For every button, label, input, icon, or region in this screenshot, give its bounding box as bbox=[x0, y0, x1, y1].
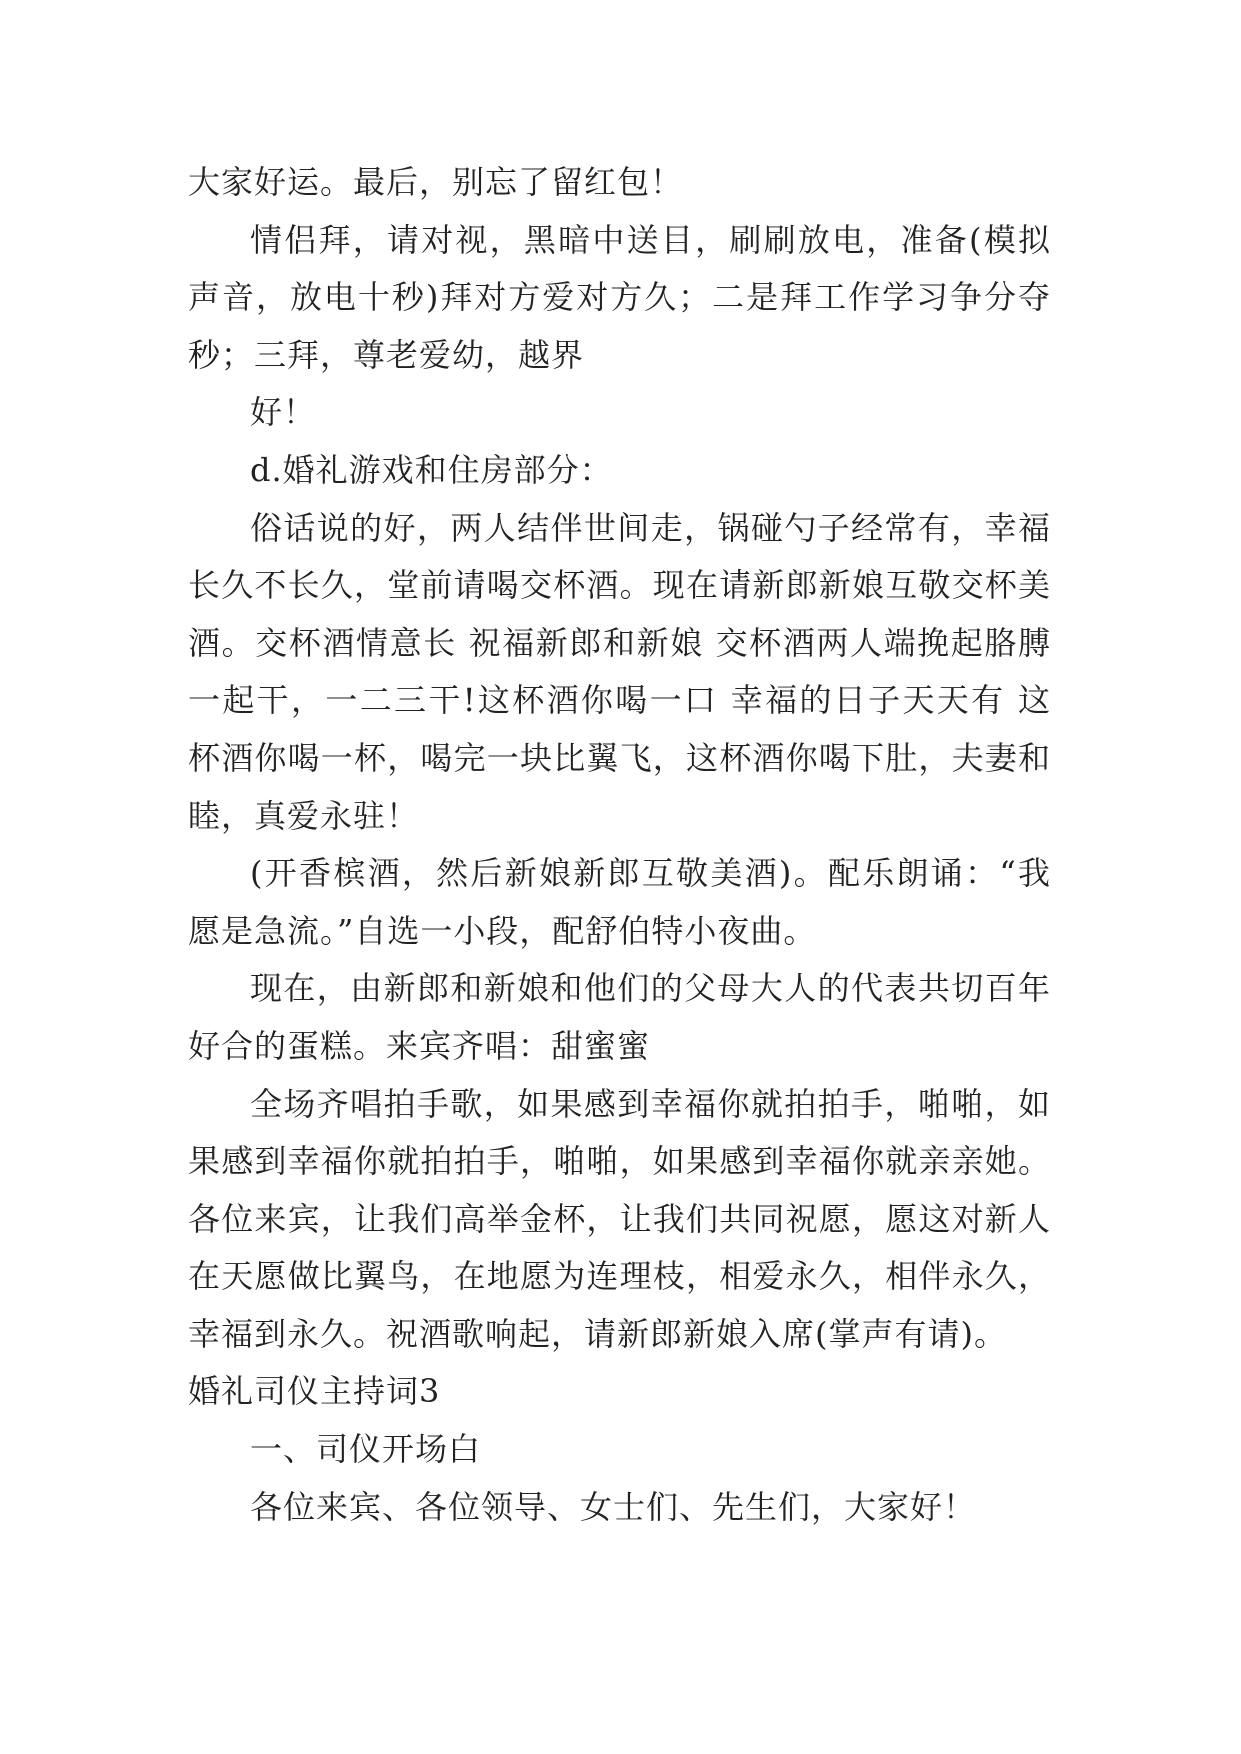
paragraph-line: 大家好运。最后，别忘了留红包！ bbox=[188, 163, 684, 201]
paragraph-line: 幸福到永久。祝酒歌响起，请新郎新娘入席(掌声有请)。 bbox=[188, 1314, 1007, 1353]
paragraph bbox=[188, 442, 1050, 500]
paragraph-line: 在天愿做比翼鸟，在地愿为连理枝，相爱永久，相伴永久， bbox=[188, 1257, 1050, 1296]
paragraph-line: 一起干，一二三干!这杯酒你喝一口 幸福的日子天天有 这 bbox=[188, 681, 1050, 720]
paragraph bbox=[188, 500, 1050, 846]
document-body bbox=[188, 154, 1050, 1536]
paragraph-line: d.婚礼游戏和住房部分： bbox=[250, 450, 613, 489]
section-subheading: 一、司仪开场白 bbox=[250, 1430, 482, 1469]
paragraph-line: 全场齐唱拍手歌，如果感到幸福你就拍拍手，啪啪，如 bbox=[250, 1084, 1050, 1123]
paragraph-line: 杯酒你喝一杯，喝完一块比翼飞，这杯酒你喝下肚，夫妻和 bbox=[188, 738, 1050, 777]
paragraph-line: 情侣拜，请对视，黑暗中送目，刷刷放电，准备(模拟 bbox=[250, 220, 1050, 259]
paragraph bbox=[188, 1076, 1050, 1364]
paragraph-line: 长久不长久，堂前请喝交杯酒。现在请新郎新娘互敬交杯美 bbox=[188, 566, 1050, 605]
paragraph-line: 现在，由新郎和新娘和他们的父母大人的代表共切百年 bbox=[250, 969, 1050, 1008]
paragraph bbox=[188, 212, 1050, 385]
paragraph-line: 各位来宾，让我们高举金杯，让我们共同祝愿，愿这对新人 bbox=[188, 1199, 1050, 1238]
opening-line: 各位来宾、各位领导、女士们、先生们，大家好！ bbox=[250, 1487, 977, 1526]
paragraph-line: 睦，真爱永驻！ bbox=[188, 796, 420, 835]
paragraph bbox=[188, 960, 1050, 1075]
paragraph-line: 俗话说的好，两人结伴世间走，锅碰勺子经常有，幸福 bbox=[250, 508, 1050, 547]
paragraph bbox=[188, 384, 1050, 442]
section-heading: 婚礼司仪主持词3 bbox=[188, 1372, 441, 1411]
paragraph-line: (开香槟酒，然后新娘新郎互敬美酒)。配乐朗诵：“我 bbox=[250, 854, 1050, 893]
section bbox=[188, 1363, 1050, 1536]
paragraph bbox=[188, 845, 1050, 960]
paragraph-line: 秒；三拜，尊老爱幼，越界 bbox=[188, 335, 585, 374]
paragraph bbox=[188, 154, 1050, 212]
paragraph-line: 好！ bbox=[250, 393, 317, 432]
paragraph-line: 果感到幸福你就拍拍手，啪啪，如果感到幸福你就亲亲她。 bbox=[188, 1142, 1050, 1181]
paragraph-line: 好合的蛋糕。来宾齐唱：甜蜜蜜 bbox=[188, 1026, 651, 1065]
paragraph-line: 声音，放电十秒)拜对方爱对方久；二是拜工作学习争分夺 bbox=[188, 278, 1050, 317]
paragraph-line: 酒。交杯酒情意长 祝福新郎和新娘 交杯酒两人端挽起胳膊 bbox=[188, 623, 1050, 662]
paragraph-line: 愿是急流。”自选一小段，配舒伯特小夜曲。 bbox=[188, 911, 817, 950]
